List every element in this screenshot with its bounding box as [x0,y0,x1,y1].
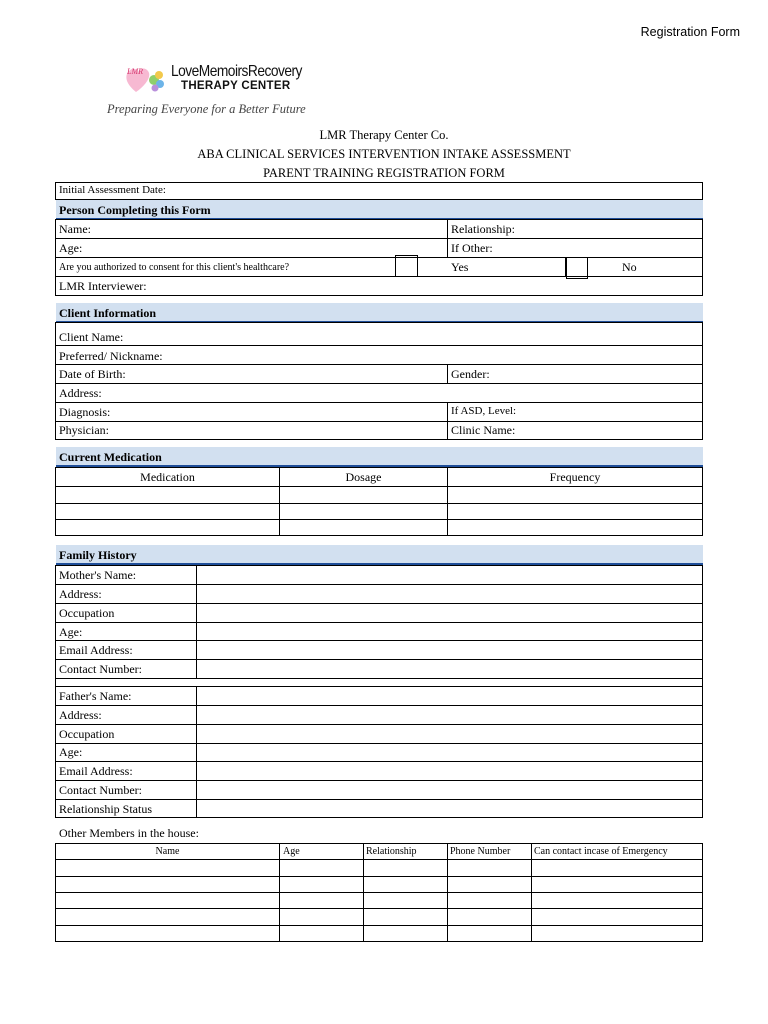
father-email-label: Email Address: [59,764,133,778]
section-person [56,200,703,220]
other-members-label: Other Members in the house: [59,826,199,840]
mother-occupation-label: Occupation [59,606,115,620]
consent-question: Are you authorized to consent for this client's healthcare? [59,262,290,273]
logo [124,60,324,100]
logo-name: LoveMemoirsRecovery [171,63,302,80]
section-person-heading: Person Completing this Form [59,203,211,217]
document-header: Registration Form [640,25,740,39]
father-address-label: Address: [59,708,102,722]
section-medication [56,447,703,467]
client-gender-label: Gender: [451,367,490,381]
others-col-name: Name [155,846,180,857]
medication-col-frequency: Frequency [549,470,601,484]
person-if-other-label: If Other: [451,241,493,255]
section-medication-heading: Current Medication [59,450,162,464]
section-client [56,303,703,323]
person-name-label: Name: [59,222,91,236]
consent-yes-label: Yes [451,260,469,274]
mother-email-label: Email Address: [59,643,133,657]
logo-mark-text: LMR [127,67,143,76]
client-table [55,322,703,440]
title-assessment: ABA CLINICAL SERVICES INTERVENTION INTAKE ASSESSMENT [197,147,571,161]
client-address-label: Address: [59,386,102,400]
father-age-label: Age: [59,745,83,759]
client-nickname-label: Preferred/ Nickname: [59,349,163,363]
section-client-heading: Client Information [59,306,156,320]
client-clinic-label: Clinic Name: [451,423,516,437]
mother-contact-label: Contact Number: [59,662,142,676]
consent-yes-checkbox[interactable] [395,255,418,277]
person-relationship-label: Relationship: [451,222,515,236]
section-family-heading: Family History [59,548,137,562]
client-name-label: Client Name: [59,330,124,344]
others-col-emergency: Can contact incase of Emergency [534,846,668,857]
consent-no-label: No [622,260,637,274]
tagline: Preparing Everyone for a Better Future [107,102,306,116]
father-occupation-label: Occupation [59,727,115,741]
initial-assessment-label: Initial Assessment Date: [59,184,166,196]
medication-col-medication: Medication [140,470,195,484]
person-age-label: Age: [59,241,83,255]
others-col-phone: Phone Number [450,846,511,857]
father-name-label: Father's Name: [59,689,132,703]
medication-col-dosage: Dosage [345,470,382,484]
others-col-relationship: Relationship [366,846,417,857]
client-diagnosis-label: Diagnosis: [59,405,111,419]
client-physician-label: Physician: [59,423,109,437]
section-family [56,545,703,565]
title-form: PARENT TRAINING REGISTRATION FORM [263,166,505,180]
consent-no-checkbox[interactable] [566,257,588,279]
mother-name-label: Mother's Name: [59,568,137,582]
mother-age-label: Age: [59,625,83,639]
others-col-age: Age [283,846,300,857]
interviewer-label: LMR Interviewer: [59,279,147,293]
logo-subtitle: THERAPY CENTER [181,80,291,92]
mother-address-label: Address: [59,587,102,601]
client-asd-label: If ASD, Level: [451,405,517,417]
logo-heart-icon [124,62,166,96]
client-dob-label: Date of Birth: [59,367,126,381]
relationship-status-label: Relationship Status [59,802,152,816]
title-company: LMR Therapy Center Co. [319,128,449,142]
father-contact-label: Contact Number: [59,783,142,797]
